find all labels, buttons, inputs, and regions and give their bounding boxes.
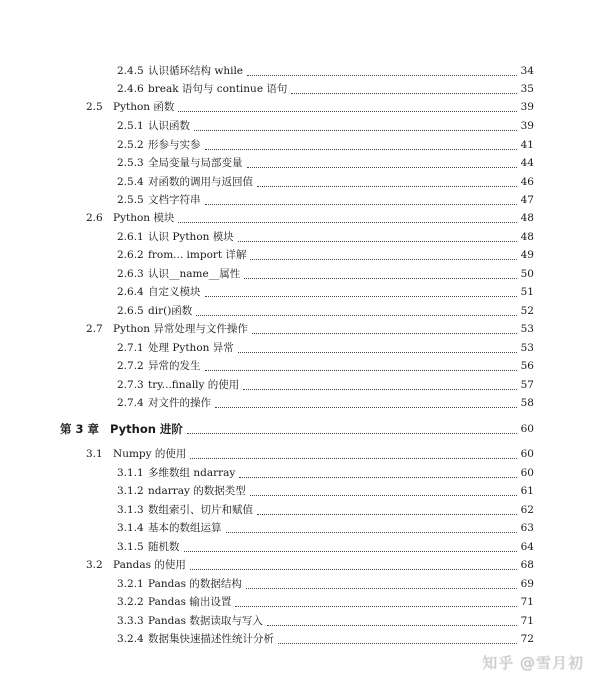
toc-entry-page: 63 <box>520 522 534 534</box>
toc-entry-page: 71 <box>520 596 534 608</box>
toc-entry-title: 多维数组 ndarray <box>148 467 236 479</box>
toc-entry-number: 2.4.5 <box>117 65 144 77</box>
toc-leader-dots <box>252 332 517 334</box>
toc-entry-page: 58 <box>520 397 534 409</box>
toc-entry <box>0 209 600 227</box>
toc-leader-dots <box>196 314 517 316</box>
toc-entry <box>0 98 600 116</box>
toc-entry-page: 56 <box>520 360 534 372</box>
toc-entry <box>0 501 600 519</box>
toc-entry-page: 57 <box>520 379 534 391</box>
toc-entry <box>0 538 600 556</box>
toc-entry-page: 60 <box>520 448 534 460</box>
watermark: 知乎 @雪月初 <box>482 654 584 672</box>
toc-leader-dots <box>244 277 517 279</box>
toc-entry-page: 50 <box>520 268 534 280</box>
toc-entry <box>0 302 600 320</box>
toc-entry <box>0 246 600 264</box>
toc-entry-number: 3.2 <box>86 559 103 571</box>
toc-entry-number: 3.1.4 <box>117 522 144 534</box>
toc-entry-page: 39 <box>520 120 534 132</box>
toc-entry-page: 72 <box>520 633 534 645</box>
toc-entry-page: 52 <box>520 305 534 317</box>
toc-leader-dots <box>250 494 517 496</box>
toc-entry-page: 35 <box>520 83 534 95</box>
toc-entry <box>0 173 600 191</box>
toc-entry-title: Pandas 输出设置 <box>148 596 232 608</box>
toc-entry-number: 2.7.2 <box>117 360 144 372</box>
toc-entry-title: 形参与实参 <box>148 139 201 151</box>
toc-entry-page: 68 <box>520 559 534 571</box>
toc-entry-title: 认识循环结构 while <box>148 65 244 77</box>
toc-leader-dots <box>291 92 517 94</box>
toc-leader-dots <box>278 642 517 644</box>
toc-entry <box>0 556 600 574</box>
toc-entry-title: 对函数的调用与返回值 <box>148 176 253 188</box>
toc-entry-number: 3.1.3 <box>117 504 144 516</box>
toc-entry-title: Pandas 数据读取与写入 <box>148 615 263 627</box>
toc-entry <box>0 154 600 172</box>
toc-entry <box>0 191 600 209</box>
toc-entry-page: 47 <box>520 194 534 206</box>
toc-leader-dots <box>190 568 517 570</box>
toc-entry <box>0 593 600 611</box>
toc-entry-number: 2.6.3 <box>117 268 144 280</box>
toc-entry <box>0 228 600 246</box>
toc-entry-title: from... import 详解 <box>148 249 247 261</box>
toc-entry-page: 62 <box>520 504 534 516</box>
toc-entry <box>0 394 600 412</box>
toc-entry-title: 文档字符串 <box>148 194 201 206</box>
toc-entry-title: Numpy 的使用 <box>113 448 187 460</box>
toc-entry-title: 异常的发生 <box>148 360 201 372</box>
toc-entry <box>0 283 600 301</box>
toc-leader-dots <box>239 476 517 478</box>
toc-entry <box>0 117 600 135</box>
toc-entry <box>0 482 600 500</box>
toc-entry-number: 3.1.2 <box>117 485 144 497</box>
toc-entry-number: 2.7 <box>86 323 103 335</box>
toc-entry-page: 48 <box>520 231 534 243</box>
toc-leader-dots <box>226 531 517 533</box>
toc-entry-title: 对文件的操作 <box>148 397 211 409</box>
toc-leader-dots <box>190 457 517 459</box>
toc-leader-dots <box>250 258 517 260</box>
toc-leader-dots <box>257 513 517 515</box>
toc-entry-page: 53 <box>520 323 534 335</box>
toc-entry-title: Python 异常处理与文件操作 <box>113 323 248 335</box>
toc-entry <box>0 320 600 338</box>
toc-entry-title: Pandas 的数据结构 <box>148 578 242 590</box>
toc-entry <box>0 339 600 357</box>
toc-entry-title: break 语句与 continue 语句 <box>148 83 288 95</box>
toc-entry-title: 全局变量与局部变量 <box>148 157 243 169</box>
toc-leader-dots <box>235 605 517 607</box>
toc-leader-dots <box>187 432 517 434</box>
toc-entry-page: 71 <box>520 615 534 627</box>
toc-entry-page: 64 <box>520 541 534 553</box>
toc-entry-number: 3.2.1 <box>117 578 144 590</box>
toc-entry <box>0 612 600 630</box>
toc-entry-page: 61 <box>520 485 534 497</box>
toc-entry-page: 69 <box>520 578 534 590</box>
toc-entry-number: 2.7.4 <box>117 397 144 409</box>
toc-entry-page: 34 <box>520 65 534 77</box>
toc-entry-page: 53 <box>520 342 534 354</box>
toc-entry <box>0 357 600 375</box>
toc-entry-title: 数组索引、切片和赋值 <box>148 504 253 516</box>
toc-entry-title: 认识__name__属性 <box>148 268 241 280</box>
toc-entry-number: 2.5.2 <box>117 139 144 151</box>
toc-leader-dots <box>184 550 517 552</box>
toc-leader-dots <box>205 203 517 205</box>
toc-entry-number: 2.6.4 <box>117 286 144 298</box>
toc-entry-number: 2.5.1 <box>117 120 144 132</box>
toc-entry-number: 2.5.5 <box>117 194 144 206</box>
toc-entry-page: 46 <box>520 176 534 188</box>
toc-entry <box>0 445 600 463</box>
toc-entry <box>0 265 600 283</box>
toc-entry <box>0 62 600 80</box>
toc-entry-number: 2.5.3 <box>117 157 144 169</box>
toc-leader-dots <box>246 587 517 589</box>
toc-entry-title: dir()函数 <box>148 305 193 317</box>
toc-entry-title: 认识函数 <box>148 120 190 132</box>
toc-entry-number: 2.5.4 <box>117 176 144 188</box>
toc-entry-title: 数据集快速描述性统计分析 <box>148 633 274 645</box>
toc-leader-dots <box>215 406 517 408</box>
toc-leader-dots <box>205 369 517 371</box>
toc-entry-number: 3.3.3 <box>117 615 144 627</box>
toc-entry-number: 2.4.6 <box>117 83 144 95</box>
toc-entry-number: 2.7.1 <box>117 342 144 354</box>
toc-entry-page: 39 <box>520 101 534 113</box>
toc-entry-number: 2.6.1 <box>117 231 144 243</box>
toc-leader-dots <box>257 185 517 187</box>
toc-leader-dots <box>247 74 517 76</box>
toc-entry <box>0 519 600 537</box>
toc-entry-number: 3.1.1 <box>117 467 144 479</box>
toc-entry <box>0 464 600 482</box>
toc-entry-title: Python 模块 <box>113 212 175 224</box>
toc-entry-page: 41 <box>520 139 534 151</box>
toc-entry-title: 基本的数组运算 <box>148 522 222 534</box>
toc-entry-number: 2.6.2 <box>117 249 144 261</box>
toc-leader-dots <box>194 129 517 131</box>
toc-entry-title: Pandas 的使用 <box>113 559 186 571</box>
toc-entry <box>0 136 600 154</box>
toc-leader-dots <box>178 221 517 223</box>
toc-entry-number: 2.6 <box>86 212 103 224</box>
toc-leader-dots <box>247 166 517 168</box>
toc-entry <box>0 630 600 648</box>
toc-entry-page: 49 <box>520 249 534 261</box>
toc-entry <box>0 80 600 98</box>
toc-entry-page: 44 <box>520 157 534 169</box>
toc-leader-dots <box>205 295 517 297</box>
toc-entry-page: 60 <box>520 467 534 479</box>
toc-entry <box>0 575 600 593</box>
toc-entry-number: 3.2.2 <box>117 596 144 608</box>
toc-entry-title: 自定义模块 <box>148 286 201 298</box>
toc-entry-number: 2.7.3 <box>117 379 144 391</box>
toc-entry-title: 认识 Python 模块 <box>148 231 234 243</box>
toc-entry-page: 60 <box>520 423 534 435</box>
toc-entry-title: try...finally 的使用 <box>148 379 240 391</box>
toc-entry-title: 处理 Python 异常 <box>148 342 234 354</box>
toc-entry-title: 随机数 <box>148 541 180 553</box>
toc-leader-dots <box>238 240 517 242</box>
toc-entry-title: Python 函数 <box>113 101 175 113</box>
toc-leader-dots <box>238 351 517 353</box>
toc-entry-page: 51 <box>520 286 534 298</box>
toc-entry-number: 3.2.4 <box>117 633 144 645</box>
toc-leader-dots <box>205 148 517 150</box>
toc-entry-number: 2.5 <box>86 101 103 113</box>
toc-entry-page: 48 <box>520 212 534 224</box>
toc-entry-number: 第 3 章 <box>60 422 100 436</box>
toc-entry <box>0 376 600 394</box>
toc-entry-title: Python 进阶 <box>110 422 183 436</box>
toc-entry-title: ndarray 的数据类型 <box>148 485 246 497</box>
toc-entry-number: 3.1 <box>86 448 103 460</box>
toc-leader-dots <box>178 110 517 112</box>
toc-leader-dots <box>267 624 517 626</box>
toc-entry-number: 3.1.5 <box>117 541 144 553</box>
toc-entry-number: 2.6.5 <box>117 305 144 317</box>
toc-leader-dots <box>243 388 517 390</box>
toc-entry <box>0 420 600 438</box>
